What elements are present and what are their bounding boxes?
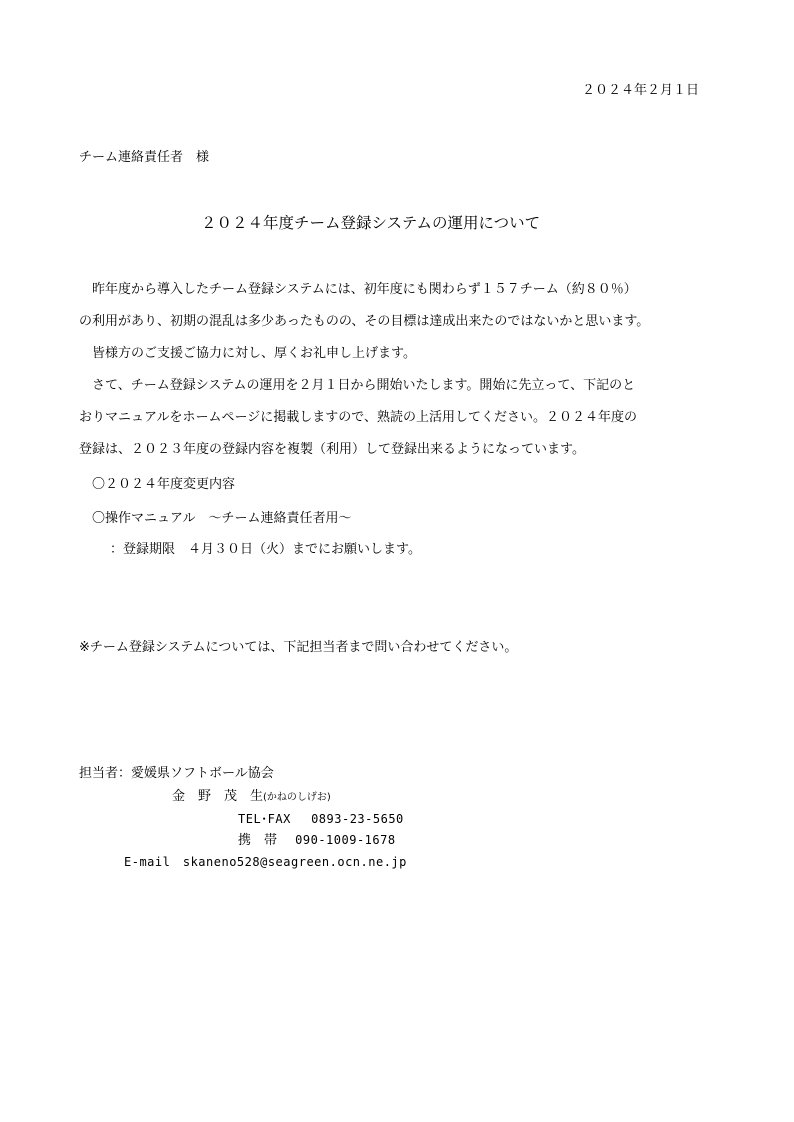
contact-name-reading: (かねのしげお): [263, 792, 331, 803]
body-line-4: さて、チーム登録システムの運用を２月１日から開始いたします。開始に先立って、下記のと: [79, 378, 636, 393]
body-line-5: おりマニュアルをホームページに掲載しますので、熟読の上活用してください。２０２４年度の: [79, 410, 637, 425]
document-date: ２０２４年２月１日: [582, 83, 700, 98]
addressee: チーム連絡責任者 様: [79, 150, 210, 165]
contact-name-row: [172, 788, 331, 807]
contact-mobile-label: 携 帯: [238, 833, 278, 848]
inquiry-note: ※チーム登録システムについては、下記担当者まで問い合わせてください。: [79, 640, 518, 655]
contact-name: 金 野 茂 生: [172, 789, 264, 804]
contact-telfax: TEL･FAX 0893-23-5650: [238, 812, 404, 826]
body-line-6: 登録は、２０２３年度の登録内容を複製（利用）して登録出来るようになっています。: [79, 442, 585, 457]
document-title: ２０２４年度チーム登録システムの運用について: [201, 214, 541, 232]
list-item-changes: 〇２０２４年度変更内容: [92, 477, 236, 492]
list-item-manual: 〇操作マニュアル ～チーム連絡責任者用～: [92, 511, 352, 526]
body-line-1: 昨年度から導入したチーム登録システムには、初年度にも関わらず１５７チーム（約８０％）: [79, 282, 637, 297]
body-line-3: 皆様方のご支援ご協力に対し、厚くお礼申し上げます。: [79, 346, 416, 361]
contact-email: E-mail skaneno528@seagreen.ocn.ne.jp: [124, 855, 407, 869]
contact-mobile: 090-1009-1678: [295, 833, 396, 847]
contact-mobile-row: [238, 831, 396, 850]
registration-deadline: ：登録期限 ４月３０日（火）までにお願いします。: [110, 542, 421, 557]
body-line-2: の利用があり、初期の混乱は多少あったものの、その目標は達成出来たのではないかと思います。: [79, 314, 650, 329]
contact-label: 担当者：愛媛県ソフトボール協会: [79, 766, 274, 781]
